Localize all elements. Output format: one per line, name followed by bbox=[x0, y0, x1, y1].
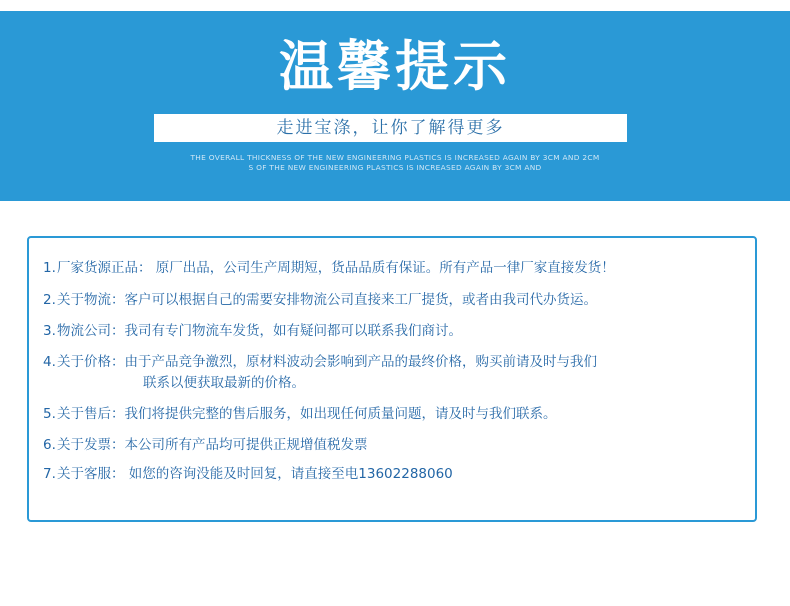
item-number: 2. bbox=[43, 292, 56, 308]
item-label: 关于售后： bbox=[57, 406, 125, 422]
item-label: 关于发票： bbox=[57, 437, 125, 453]
page-title: 温馨提示 bbox=[279, 35, 511, 98]
item-number: 5. bbox=[43, 406, 56, 422]
item-number: 1. bbox=[43, 260, 56, 276]
english-caption-line-2: S OF THE NEW ENGINEERING PLASTICS IS INCREASED AGAIN BY 3CM AND bbox=[248, 163, 542, 172]
item-label: 关于价格： bbox=[57, 354, 125, 370]
item-label: 物流公司： bbox=[57, 323, 125, 339]
item-text-continued: 联系以便获取最新的价格。 bbox=[143, 375, 305, 391]
item-label: 厂家货源正品： bbox=[57, 260, 152, 276]
item-label: 关于客服： bbox=[57, 466, 125, 482]
item-text: 客户可以根据自己的需要安排物流公司直接来工厂提货，或者由我司代办货运。 bbox=[124, 292, 597, 308]
slogan-box: 走进宝涤，让你了解得更多 bbox=[154, 114, 627, 142]
notice-item-7 bbox=[43, 464, 453, 485]
notice-item-2 bbox=[43, 290, 597, 311]
item-text: 如您的咨询没能及时回复，请直接至电13602288060 bbox=[124, 466, 453, 482]
item-text: 我司有专门物流车发货，如有疑问都可以联系我们商讨。 bbox=[124, 323, 462, 339]
item-number: 6. bbox=[43, 437, 56, 453]
item-number: 3. bbox=[43, 323, 56, 339]
item-text: 本公司所有产品均可提供正规增值税发票 bbox=[124, 437, 368, 453]
notice-item-6 bbox=[43, 435, 368, 456]
header-banner bbox=[0, 11, 790, 201]
item-text: 我们将提供完整的售后服务，如出现任何质量问题，请及时与我们联系。 bbox=[124, 406, 557, 422]
notice-item-3 bbox=[43, 321, 462, 342]
item-number: 4. bbox=[43, 354, 56, 370]
item-text: 原厂出品，公司生产周期短，货品品质有保证。所有产品一律厂家直接发货！ bbox=[151, 260, 615, 276]
notice-item-5 bbox=[43, 404, 557, 425]
english-caption-line-1: THE OVERALL THICKNESS OF THE NEW ENGINEERING PLASTICS IS INCREASED AGAIN BY 3CM AND 2CM bbox=[190, 153, 600, 162]
english-caption bbox=[140, 153, 650, 173]
notice-item-4 bbox=[43, 352, 597, 394]
notice-box bbox=[27, 236, 757, 522]
item-number: 7. bbox=[43, 466, 56, 482]
item-text: 由于产品竞争激烈，原材料波动会影响到产品的最终价格，购买前请及时与我们 bbox=[124, 354, 597, 370]
item-label: 关于物流： bbox=[57, 292, 125, 308]
notice-item-1 bbox=[43, 258, 615, 279]
